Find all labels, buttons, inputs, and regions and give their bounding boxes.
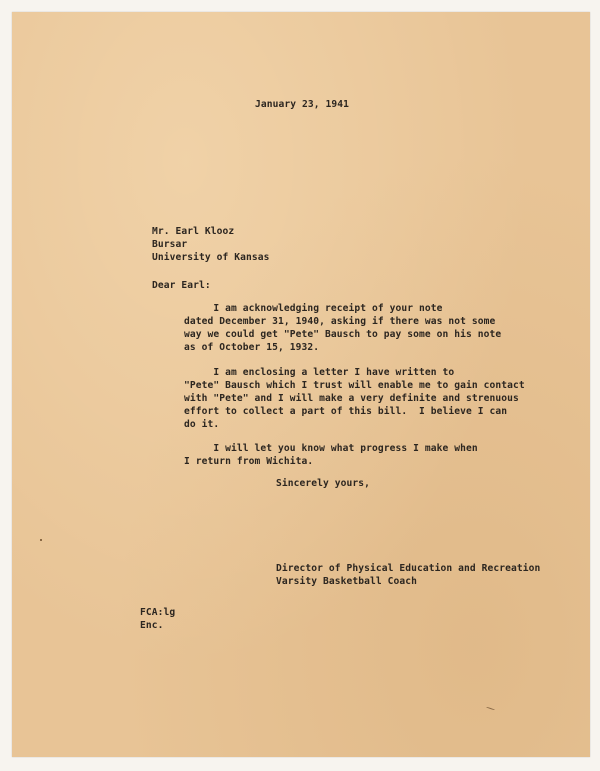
paper-speck — [40, 539, 42, 541]
paragraph-3-line-1: I will let you know what progress I make when — [184, 443, 478, 454]
paragraph-2-line-2: "Pete" Bausch which I trust will enable me to gain contact — [184, 380, 525, 391]
letter-date: January 23, 1941 — [255, 99, 350, 110]
enclosure-note: Enc. — [140, 620, 164, 631]
paragraph-2-line-5: do it. — [184, 419, 220, 430]
paragraph-1-line-3: way we could get "Pete" Bausch to pay some on his note — [184, 329, 502, 340]
signature-title-line-1: Director of Physical Education and Recreation — [276, 563, 541, 574]
paragraph-1-line-2: dated December 31, 1940, asking if there was not some — [184, 316, 496, 327]
closing: Sincerely yours, — [276, 478, 371, 489]
signature-title-line-2: Varsity Basketball Coach — [276, 576, 418, 587]
paragraph-2-line-4: effort to collect a part of this bill. I believe I can — [184, 406, 508, 417]
recipient-organization: University of Kansas — [152, 252, 270, 263]
paragraph-3-line-2: I return from Wichita. — [184, 456, 314, 467]
paragraph-1-line-4: as of October 15, 1932. — [184, 342, 320, 353]
letter-page — [12, 12, 590, 757]
paragraph-1-line-1: I am acknowledging receipt of your note — [184, 303, 443, 314]
recipient-title: Bursar — [152, 239, 188, 250]
paper-speck — [486, 707, 495, 711]
reference-initials: FCA:lg — [140, 607, 176, 618]
salutation: Dear Earl: — [152, 280, 211, 291]
recipient-name: Mr. Earl Klooz — [152, 226, 235, 237]
paragraph-2-line-3: with "Pete" and I will make a very definite and strenuous — [184, 393, 519, 404]
paragraph-2-line-1: I am enclosing a letter I have written to — [184, 367, 455, 378]
